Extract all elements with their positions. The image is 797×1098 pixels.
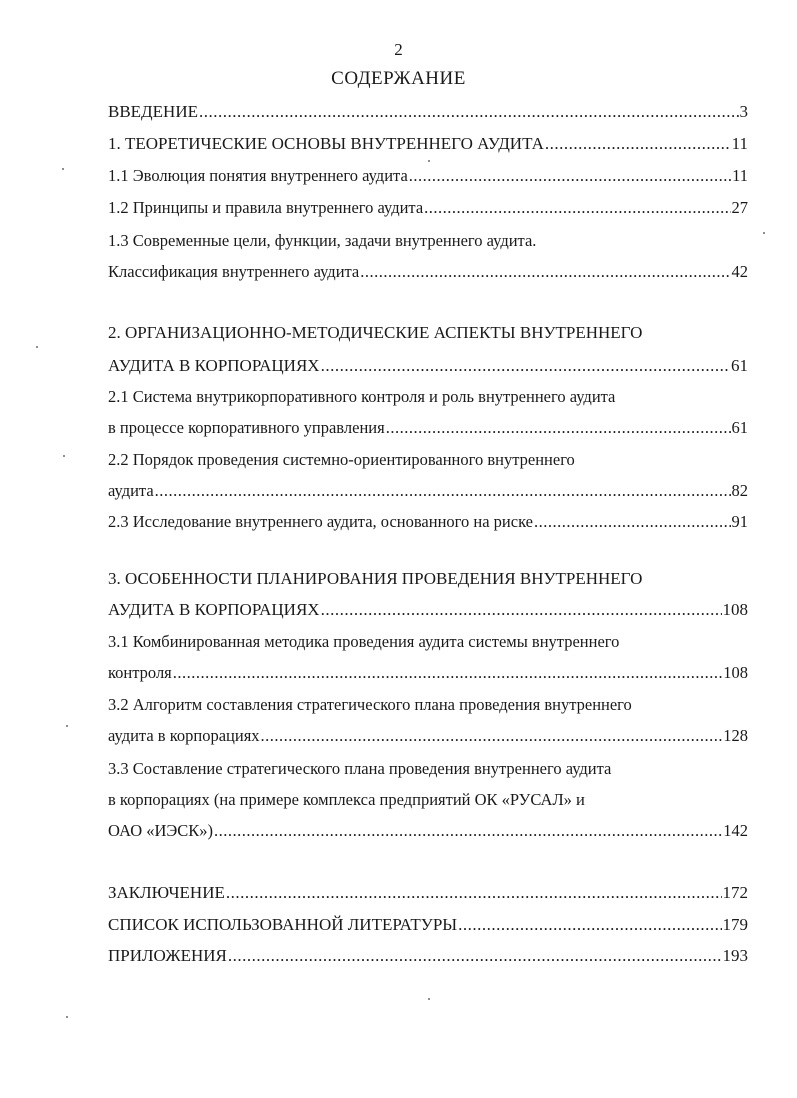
toc-page-number: 108	[723, 663, 748, 682]
toc-entry-section-1-3	[108, 259, 748, 285]
toc-page-number: 142	[723, 821, 748, 840]
toc-entry-section-2-1-line1	[108, 384, 748, 410]
toc-entry-text: 2.3 Исследование внутреннего аудита, основанного на риске	[108, 512, 533, 531]
toc-leader-dots	[228, 943, 722, 969]
toc-entry-section-3-1-line1	[108, 629, 748, 655]
toc-entry-text: СПИСОК ИСПОЛЬЗОВАННОЙ ЛИТЕРАТУРЫ	[108, 915, 458, 934]
toc-entry-text: 1.2 Принципы и правила внутреннего аудита	[108, 198, 424, 217]
toc-entry-text: 3.2 Алгоритм составления стратегического плана проведения внутреннего	[108, 695, 632, 714]
toc-page-number: 193	[722, 946, 748, 965]
toc-entry-text: 2.1 Система внутрикорпоративного контроля и роль внутреннего аудита	[108, 387, 616, 406]
toc-entry-section-3-3-line1	[108, 756, 748, 782]
toc-entry-text: Классификация внутреннего аудита	[108, 262, 360, 281]
toc-entry-text: 3. ОСОБЕННОСТИ ПЛАНИРОВАНИЯ ПРОВЕДЕНИЯ ВНУТРЕННЕГО	[108, 569, 643, 588]
toc-entry-text: АУДИТА В КОРПОРАЦИЯХ	[108, 356, 320, 375]
scan-speck	[66, 1016, 68, 1018]
toc-entry-text: контроля	[108, 663, 172, 682]
toc-page-number: 91	[731, 512, 748, 531]
toc-leader-dots	[214, 818, 722, 844]
toc-page-number: 82	[731, 481, 748, 500]
toc-page-number: 172	[722, 883, 748, 902]
toc-leader-dots	[545, 131, 731, 157]
toc-entry-text: 1.3 Современные цели, функции, задачи внутреннего аудита.	[108, 231, 537, 250]
toc-entry-section-3-2-line1	[108, 692, 748, 718]
toc-entry-section-3-3	[108, 818, 748, 844]
toc-leader-dots	[155, 478, 731, 504]
toc-entry-chapter-1	[108, 131, 748, 157]
toc-page-number: 42	[731, 262, 748, 281]
toc-entry-section-3-1	[108, 660, 748, 686]
toc-entry-text: аудита	[108, 481, 154, 500]
toc-entry-chapter-3	[108, 597, 748, 623]
toc-entry-chapter-3-line1	[108, 566, 748, 592]
scan-speck	[66, 725, 68, 727]
toc-leader-dots	[321, 353, 730, 379]
toc-leader-dots	[409, 163, 731, 189]
toc-entry-text: ПРИЛОЖЕНИЯ	[108, 946, 227, 965]
toc-page-number: 128	[723, 726, 748, 745]
toc-entry-text: аудита в корпорациях	[108, 726, 260, 745]
toc-entry-introduction	[108, 99, 748, 125]
toc-page-number: 11	[732, 166, 748, 185]
toc-page-number: 179	[722, 915, 748, 934]
toc-page-number: 11	[731, 134, 748, 153]
toc-entry-text: ЗАКЛЮЧЕНИЕ	[108, 883, 225, 902]
toc-entry-text: 2. ОРГАНИЗАЦИОННО-МЕТОДИЧЕСКИЕ АСПЕКТЫ ВНУТРЕННЕГО	[108, 323, 643, 342]
toc-leader-dots	[226, 880, 722, 906]
scan-speck	[63, 455, 65, 457]
toc-leader-dots	[360, 259, 730, 285]
toc-entry-references	[108, 912, 748, 938]
page-title: СОДЕРЖАНИЕ	[331, 68, 466, 89]
toc-entry-text: 1. ТЕОРЕТИЧЕСКИЕ ОСНОВЫ ВНУТРЕННЕГО АУДИТА	[108, 134, 544, 153]
toc-entry-text: в корпорациях (на примере комплекса предприятий ОК «РУСАЛ» и	[108, 790, 585, 809]
toc-entry-conclusion	[108, 880, 748, 906]
toc-leader-dots	[458, 912, 721, 938]
toc-entry-chapter-2	[108, 353, 748, 379]
toc-leader-dots	[321, 597, 722, 623]
toc-entry-text: в процессе корпоративного управления	[108, 418, 385, 437]
toc-entry-section-1-1	[108, 163, 748, 189]
toc-entry-text: ОАО «ИЭСК»)	[108, 821, 214, 840]
toc-leader-dots	[386, 415, 731, 441]
toc-entry-text: 1.1 Эволюция понятия внутреннего аудита	[108, 166, 408, 185]
toc-page-number: 3	[739, 102, 748, 121]
toc-entry-chapter-2-line1	[108, 320, 748, 346]
toc-page-number: 108	[722, 600, 748, 619]
toc-entry-section-2-3	[108, 509, 748, 535]
toc-entry-section-1-3-line1	[108, 228, 748, 254]
toc-entry-text: 3.1 Комбинированная методика проведения аудита системы внутреннего	[108, 632, 620, 651]
toc-entry-section-3-3-line2	[108, 787, 748, 813]
toc-entry-section-2-2-line1	[108, 447, 748, 473]
toc-leader-dots	[424, 195, 730, 221]
toc-entry-text: 2.2 Порядок проведения системно-ориентированного внутреннего	[108, 450, 575, 469]
scan-speck	[428, 160, 430, 162]
scan-speck	[36, 346, 38, 348]
scan-speck	[62, 168, 64, 170]
toc-leader-dots	[173, 660, 722, 686]
toc-entry-text: АУДИТА В КОРПОРАЦИЯХ	[108, 600, 320, 619]
toc-entry-section-3-2	[108, 723, 748, 749]
toc-page-number: 27	[731, 198, 748, 217]
toc-entry-appendices	[108, 943, 748, 969]
toc-entry-section-2-2	[108, 478, 748, 504]
page-number: 2	[394, 40, 403, 59]
toc-leader-dots	[534, 509, 731, 535]
toc-leader-dots	[261, 723, 723, 749]
toc-entry-text: 3.3 Составление стратегического плана проведения внутреннего аудита	[108, 759, 612, 778]
toc-entry-section-1-2	[108, 195, 748, 221]
scan-speck	[428, 998, 430, 1000]
toc-leader-dots	[199, 99, 739, 125]
toc-page-number: 61	[731, 356, 748, 375]
toc-entry-text: ВВЕДЕНИЕ	[108, 102, 198, 121]
toc-page-number: 61	[731, 418, 748, 437]
scan-speck	[763, 232, 765, 234]
toc-entry-section-2-1	[108, 415, 748, 441]
